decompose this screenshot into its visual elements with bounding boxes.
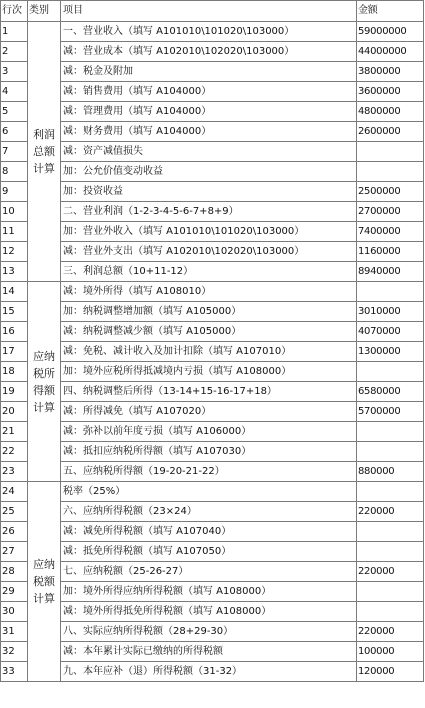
row-number: 19: [1, 382, 28, 402]
amount-cell: 1300000: [357, 342, 424, 362]
amount-cell: 7400000: [357, 222, 424, 242]
header-item: 项目: [61, 1, 357, 22]
row-number: 10: [1, 202, 28, 222]
amount-cell: [357, 162, 424, 182]
row-number: 2: [1, 42, 28, 62]
table-row: [1, 302, 424, 322]
amount-cell: [357, 142, 424, 162]
table-row: [1, 322, 424, 342]
table-row: [1, 102, 424, 122]
item-cell: 七、应纳税额（25-26-27）: [61, 562, 357, 582]
table-row: [1, 282, 424, 302]
amount-cell: 120000: [357, 662, 424, 682]
amount-cell: 2600000: [357, 122, 424, 142]
row-number: 6: [1, 122, 28, 142]
table-row: [1, 482, 424, 502]
header-amount: 金额: [357, 1, 424, 22]
header-row: [1, 1, 424, 22]
table-row: [1, 342, 424, 362]
item-cell: 减：抵扣应纳税所得额（填写 A107030）: [61, 442, 357, 462]
header-seq: 行次: [1, 1, 28, 22]
item-cell: 减：税金及附加: [61, 62, 357, 82]
item-cell: 加：营业外收入（填写 A101010\101020\103000）: [61, 222, 357, 242]
table-row: [1, 202, 424, 222]
row-number: 14: [1, 282, 28, 302]
item-cell: 加：投资收益: [61, 182, 357, 202]
item-cell: 减：抵免所得税额（填写 A107050）: [61, 542, 357, 562]
row-number: 15: [1, 302, 28, 322]
item-cell: 税率（25%）: [61, 482, 357, 502]
item-cell: 加：境外所得应纳所得税额（填写 A108000）: [61, 582, 357, 602]
amount-cell: [357, 522, 424, 542]
row-number: 18: [1, 362, 28, 382]
table-row: [1, 462, 424, 482]
table-row: [1, 122, 424, 142]
item-cell: 减：纳税调整减少额（填写 A105000）: [61, 322, 357, 342]
table-row: [1, 662, 424, 682]
table-row: [1, 382, 424, 402]
item-cell: 减：减免所得税额（填写 A107040）: [61, 522, 357, 542]
amount-cell: 59000000: [357, 22, 424, 42]
amount-cell: 220000: [357, 502, 424, 522]
table-row: [1, 362, 424, 382]
row-number: 5: [1, 102, 28, 122]
item-cell: 减：免税、减计收入及加计扣除（填写 A107010）: [61, 342, 357, 362]
table-row: [1, 622, 424, 642]
table-row: [1, 402, 424, 422]
row-number: 33: [1, 662, 28, 682]
item-cell: 加：公允价值变动收益: [61, 162, 357, 182]
amount-cell: [357, 482, 424, 502]
row-number: 23: [1, 462, 28, 482]
amount-cell: 8940000: [357, 262, 424, 282]
amount-cell: [357, 282, 424, 302]
item-cell: 五、应纳税所得额（19-20-21-22）: [61, 462, 357, 482]
item-cell: 三、利润总额（10+11-12）: [61, 262, 357, 282]
row-number: 8: [1, 162, 28, 182]
table-row: [1, 242, 424, 262]
header-category: 类别: [28, 1, 61, 22]
row-number: 24: [1, 482, 28, 502]
row-number: 22: [1, 442, 28, 462]
amount-cell: 3800000: [357, 62, 424, 82]
table-row: [1, 62, 424, 82]
item-cell: 减：境外所得抵免所得税额（填写 A108000）: [61, 602, 357, 622]
table-row: [1, 442, 424, 462]
table-row: [1, 582, 424, 602]
amount-cell: 44000000: [357, 42, 424, 62]
amount-cell: [357, 602, 424, 622]
table-row: [1, 602, 424, 622]
row-number: 7: [1, 142, 28, 162]
item-cell: 四、纳税调整后所得（13-14+15-16-17+18）: [61, 382, 357, 402]
amount-cell: 1160000: [357, 242, 424, 262]
item-cell: 九、本年应补（退）所得税额（31-32）: [61, 662, 357, 682]
amount-cell: 2700000: [357, 202, 424, 222]
row-number: 30: [1, 602, 28, 622]
table-row: [1, 142, 424, 162]
item-cell: 减：管理费用（填写 A104000）: [61, 102, 357, 122]
item-cell: 六、应纳所得税额（23×24）: [61, 502, 357, 522]
amount-cell: 3600000: [357, 82, 424, 102]
item-cell: 减：弥补以前年度亏损（填写 A106000）: [61, 422, 357, 442]
table-row: [1, 42, 424, 62]
row-number: 13: [1, 262, 28, 282]
row-number: 27: [1, 542, 28, 562]
item-cell: 减：本年累计实际已缴纳的所得税额: [61, 642, 357, 662]
row-number: 12: [1, 242, 28, 262]
row-number: 17: [1, 342, 28, 362]
category-cell: 利润总额计算: [28, 22, 61, 282]
row-number: 16: [1, 322, 28, 342]
table-row: [1, 22, 424, 42]
table-row: [1, 422, 424, 442]
amount-cell: 100000: [357, 642, 424, 662]
category-cell: 应纳税额计算: [28, 482, 61, 682]
row-number: 29: [1, 582, 28, 602]
item-cell: 二、营业利润（1-2-3-4-5-6-7+8+9）: [61, 202, 357, 222]
amount-cell: 4800000: [357, 102, 424, 122]
row-number: 25: [1, 502, 28, 522]
table-row: [1, 182, 424, 202]
item-cell: 减：财务费用（填写 A104000）: [61, 122, 357, 142]
item-cell: 八、实际应纳所得税额（28+29-30）: [61, 622, 357, 642]
amount-cell: [357, 362, 424, 382]
item-cell: 加：纳税调整增加额（填写 A105000）: [61, 302, 357, 322]
amount-cell: [357, 582, 424, 602]
table-row: [1, 542, 424, 562]
amount-cell: 4070000: [357, 322, 424, 342]
category-cell: 应纳税所得额计算: [28, 282, 61, 482]
row-number: 3: [1, 62, 28, 82]
amount-cell: 6580000: [357, 382, 424, 402]
item-cell: 减：销售费用（填写 A104000）: [61, 82, 357, 102]
item-cell: 减：资产减值损失: [61, 142, 357, 162]
row-number: 4: [1, 82, 28, 102]
amount-cell: 5700000: [357, 402, 424, 422]
amount-cell: [357, 542, 424, 562]
item-cell: 减：营业成本（填写 A102010\102020\103000）: [61, 42, 357, 62]
amount-cell: 2500000: [357, 182, 424, 202]
row-number: 31: [1, 622, 28, 642]
table-row: [1, 262, 424, 282]
item-cell: 减：营业外支出（填写 A102010\102020\103000）: [61, 242, 357, 262]
item-cell: 一、营业收入（填写 A101010\101020\103000）: [61, 22, 357, 42]
row-number: 21: [1, 422, 28, 442]
item-cell: 减：所得减免（填写 A107020）: [61, 402, 357, 422]
row-number: 28: [1, 562, 28, 582]
row-number: 11: [1, 222, 28, 242]
table-row: [1, 562, 424, 582]
amount-cell: 880000: [357, 462, 424, 482]
row-number: 26: [1, 522, 28, 542]
item-cell: 加：境外应税所得抵减境内亏损（填写 A108000）: [61, 362, 357, 382]
row-number: 20: [1, 402, 28, 422]
amount-cell: [357, 422, 424, 442]
table-row: [1, 522, 424, 542]
row-number: 1: [1, 22, 28, 42]
table-row: [1, 82, 424, 102]
row-number: 32: [1, 642, 28, 662]
table-row: [1, 162, 424, 182]
row-number: 9: [1, 182, 28, 202]
amount-cell: 220000: [357, 562, 424, 582]
table-row: [1, 642, 424, 662]
amount-cell: 3010000: [357, 302, 424, 322]
amount-cell: [357, 442, 424, 462]
table-row: [1, 222, 424, 242]
item-cell: 减：境外所得（填写 A108010）: [61, 282, 357, 302]
amount-cell: 220000: [357, 622, 424, 642]
table-row: [1, 502, 424, 522]
